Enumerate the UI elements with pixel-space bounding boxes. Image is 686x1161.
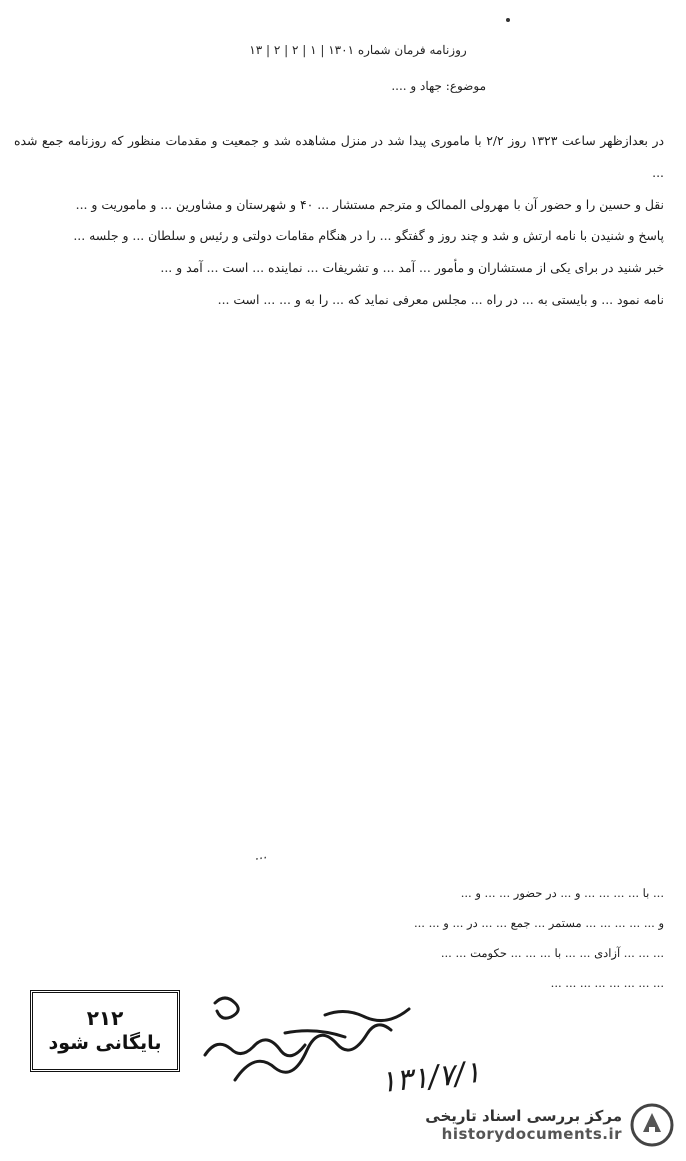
body-paragraph: پاسخ و شنیدن با نامه ارتش و شد و چند روز و گفتگو ... را در هنگام مقامات دولتی و رئیس و سلطان ... و جلسه ... [73, 228, 664, 244]
closing-line: ... ... ... آزادی ... ... با ... ... ... حکومت ... ... [440, 946, 664, 960]
watermark-title: مرکز بررسی اسناد تاریخی [425, 1107, 622, 1125]
body-paragraph: خبر شنید در برای یکی از مستشاران و مأمور ... آمد ... و تشریفات ... نماینده ... است ... آمد و ... [160, 260, 664, 276]
watermark-text [425, 1107, 622, 1143]
document-closing [18, 878, 664, 998]
signature-date: ۱۳۱/۷/۱ [378, 1054, 483, 1101]
watermark-url: historydocuments.ir [441, 1125, 622, 1143]
stamp-number: ۲۱۲ [86, 1006, 124, 1030]
ink-dot [506, 18, 510, 22]
watermark [384, 1095, 674, 1155]
closing-line: و ... ... ... ... ... مستمر ... جمع ... ... در ... و ... ... [413, 916, 664, 930]
archive-logo-icon [630, 1103, 674, 1147]
document-body [14, 125, 664, 316]
closing-line: ... با ... ... ... ... و ... در حضور ... ... و ... [460, 886, 664, 900]
document-header [60, 40, 656, 96]
closing-line: ... ... ... ... ... ... ... ... [550, 976, 664, 990]
stamp-label: بایگانی شود [48, 1032, 162, 1054]
archive-stamp [30, 990, 180, 1072]
handwritten-note: ... [254, 847, 269, 864]
header-subject: موضوع: جهاد و .... [391, 79, 486, 93]
body-paragraph: نامه نمود ... و بایستی به ... در راه ... مجلس معرفی نماید که ... را به و ... ... است ... [217, 291, 664, 307]
body-paragraph: نقل و حسین را و حضور آن با مهرولی الممالک و مترجم مستشار ... ۴۰ و شهرستان و مشاورین ... و ماموریت و ... [75, 196, 664, 212]
header-ref-line: روزنامه فرمان شماره ۱۳۰۱ | ۱ | ۲ | ۲ | ۱۳ [249, 43, 467, 57]
body-paragraph: در بعدازظهر ساعت ۱۳۲۳ روز ۲/۲ با ماموری پیدا شد در منزل مشاهده شد و جمعیت و مقدمات منظور که روزنامه جمع شده ... [14, 133, 665, 180]
